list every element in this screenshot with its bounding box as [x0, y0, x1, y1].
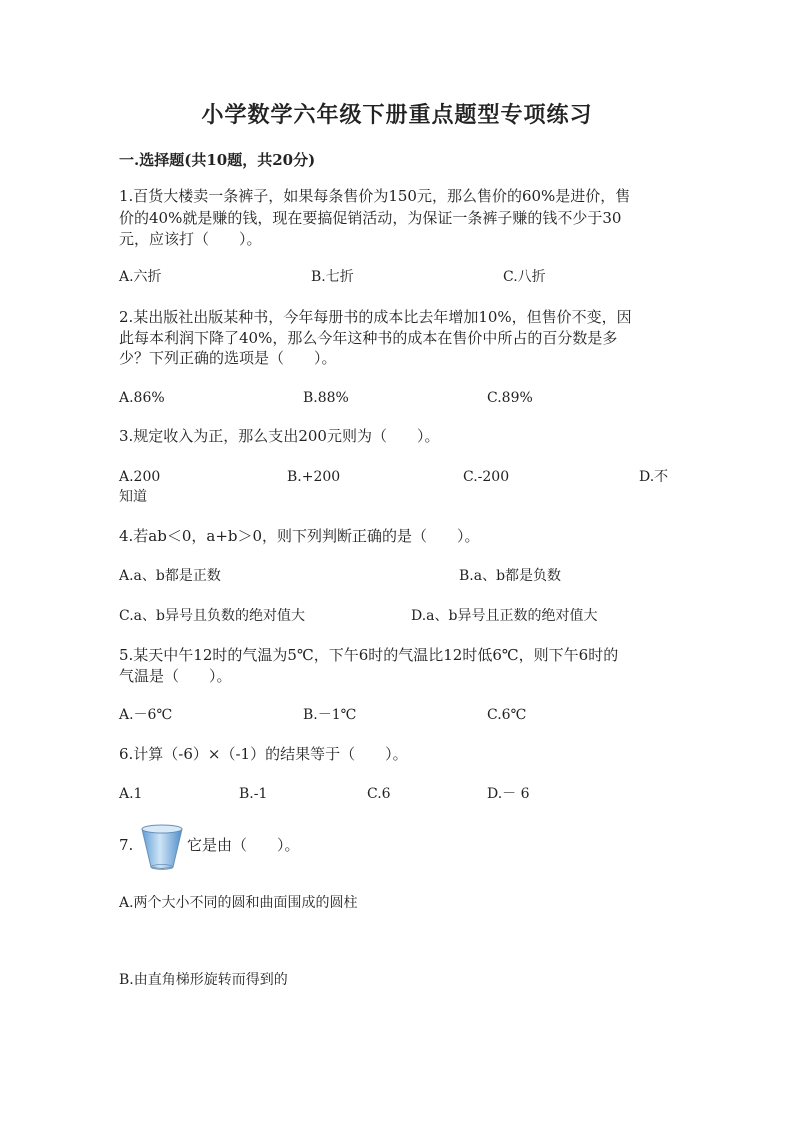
q7-number: 7. — [119, 836, 134, 854]
q3-option-b: B.+200 — [287, 469, 341, 485]
q2-stem-line2: 此每本利润下降了40%，那么今年这种书的成本在售价中所占的百分数是多 — [119, 329, 618, 347]
q5-option-b: B.－1℃ — [303, 707, 357, 723]
q3-option-d: D.不 — [639, 469, 669, 485]
q3-option-c: C.-200 — [463, 469, 510, 485]
q4-stem-line1: 4.若ab＜0，a+b＞0，则下列判断正确的是（ ）。 — [119, 527, 480, 545]
section-heading: 一.选择题(共10题，共20分) — [119, 151, 316, 169]
q1-option-a: A.六折 — [119, 269, 162, 285]
q7-option-a: A.两个大小不同的圆和曲面围成的圆柱 — [119, 895, 358, 911]
q6-option-b: B.-1 — [239, 786, 268, 802]
q6-stem-line1: 6.计算（-6）×（-1）的结果等于（ ）。 — [119, 745, 408, 763]
q2-option-a: A.86% — [119, 390, 165, 406]
q6-option-d: D.－ 6 — [487, 786, 530, 802]
page-title: 小学数学六年级下册重点题型专项练习 — [201, 102, 593, 128]
q2-option-b: B.88% — [303, 390, 349, 406]
q5-stem-line1: 5.某天中午12时的气温为5℃，下午6时的气温比12时低6℃，则下午6时的 — [119, 646, 619, 664]
q5-option-a: A.－6℃ — [119, 707, 173, 723]
q3-option-a: A.200 — [119, 469, 161, 485]
q4-option-d: D.a、b异号且正数的绝对值大 — [411, 608, 598, 624]
q5-option-c: C.6℃ — [487, 707, 527, 723]
q2-stem-line1: 2.某出版社出版某种书，今年每册书的成本比去年增加10%，但售价不变，因 — [119, 308, 632, 326]
q6-option-a: A.1 — [119, 786, 143, 802]
q4-option-c: C.a、b异号且负数的绝对值大 — [119, 608, 305, 624]
q6-option-c: C.6 — [367, 786, 391, 802]
q7-stem: 它是由（ ）。 — [187, 836, 300, 854]
q3-stem-line1: 3.规定收入为正，那么支出200元则为（ ）。 — [119, 427, 440, 445]
q1-option-b: B.七折 — [311, 269, 354, 285]
q4-option-a: A.a、b都是正数 — [119, 568, 221, 584]
q1-stem-line2: 价的40%就是赚的钱，现在要搞促销活动，为保证一条裤子赚的钱不少于30 — [119, 209, 622, 227]
q7-option-b: B.由直角梯形旋转而得到的 — [119, 972, 288, 988]
q3-option-d-wrap: 知道 — [119, 489, 147, 505]
q4-option-b: B.a、b都是负数 — [459, 568, 562, 584]
q1-stem-line1: 1.百货大楼卖一条裤子，如果每条售价为150元，那么售价的60%是进价，售 — [119, 187, 631, 205]
q1-option-c: C.八折 — [503, 269, 546, 285]
q5-stem-line2: 气温是（ ）。 — [119, 667, 232, 685]
q2-option-c: C.89% — [487, 390, 533, 406]
q1-stem-line3: 元，应该打（ ）。 — [119, 230, 262, 248]
cup-icon — [139, 823, 185, 871]
q2-stem-line3: 少？下列正确的选项是（ ）。 — [119, 349, 337, 367]
